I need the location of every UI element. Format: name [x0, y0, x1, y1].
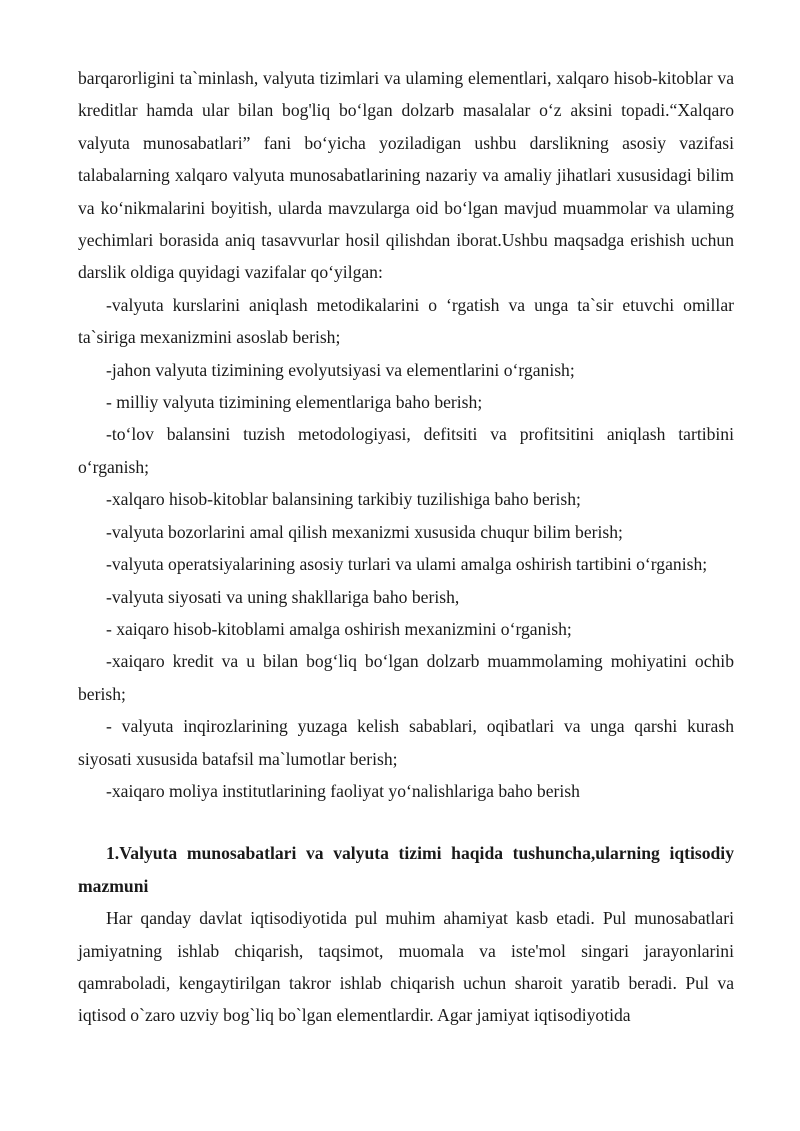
task-list-item: -jahon valyuta tizimining evolyutsiyasi va elementlarini o‘rganish; — [106, 359, 575, 380]
task-list-item: -xaiqaro kredit va u bilan bog‘liq bo‘lgan dolzarb muammolaming mohiyatini ochib berish; — [78, 651, 734, 704]
task-list-item: - valyuta inqirozlarining yuzaga kelish sabablari, oqibatlari va unga qarshi kurash siyosati xususida batafsil ma`lumotlar berish; — [78, 716, 734, 769]
task-list-item: - milliy valyuta tizimining elementlariga baho berish; — [106, 392, 483, 413]
section-spacer — [78, 807, 734, 837]
task-list-item: -valyuta operatsiyalarining asosiy turlari va ulami amalga oshirish tartibini o‘rganish; — [106, 554, 708, 575]
task-list-item: -valyuta siyosati va uning shakllariga baho berish, — [106, 586, 460, 607]
task-list-item: - xaiqaro hisob-kitoblami amalga oshirish mexanizmini o‘rganish; — [106, 618, 572, 639]
task-list-item: -to‘lov balansini tuzish metodologiyasi, defitsiti va profitsitini aniqlash tartibini o‘rganish; — [78, 424, 734, 477]
section-heading: 1.Valyuta munosabatlari va valyuta tizimi haqida tushuncha,ularning iqtisodiy mazmuni — [78, 843, 734, 896]
task-list-item: -xalqaro hisob-kitoblar balansining tarkibiy tuzilishiga baho berish; — [106, 489, 581, 510]
section-paragraph: Har qanday davlat iqtisodiyotida pul muhim ahamiyat kasb etadi. Pul munosabatlari jamiyatning ishlab chiqarish, taqsimot, muomala va iste'mol singari jarayonlarini qamraboladi, kengaytirilgan takror ishlab chiqarish uchun sharoit yaratib beradi. Pul va iqtisod o`zaro uzviy bog`liq bo`lgan elementlardir. Agar jamiyat iqtisodiyotida — [78, 908, 734, 1026]
task-list-item: -valyuta bozorlarini amal qilish mexanizmi xususida chuqur bilim berish; — [106, 521, 623, 542]
task-list-item: -valyuta kurslarini aniqlash metodikalarini o ‘rgatish va unga ta`sir etuvchi omillar ta`siriga mexanizmini asoslab berish; — [78, 294, 734, 348]
intro-paragraph: barqarorligini ta`minlash, valyuta tizimlari va ulaming elementlari, xalqaro hisob-kitoblar va kreditlar hamda ular bilan bog'liq bo‘lgan dolzarb masalalar o‘z aksini topadi.“Xalqaro valyuta munosabatlari” fani bo‘yicha yoziladigan ushbu darslikning asosiy vazifasi talabalarning xalqaro valyuta munosabatlarining nazariy va amaliy jihatlari xususidagi bilim va ko‘nikmalarini boyitish, ularda mavzularga oid bo‘lgan mavjud muammolar va ulaming yechimlari borasida aniq tasavvurlar hosil qilishdan iborat.Ushbu maqsadga erishish uchun darslik oldiga quyidagi vazifalar qo‘yilgan: — [78, 68, 734, 283]
document-page — [78, 62, 734, 1032]
task-list-item: -xaiqaro moliya institutlarining faoliyat yo‘nalishlariga baho berish — [106, 780, 580, 801]
